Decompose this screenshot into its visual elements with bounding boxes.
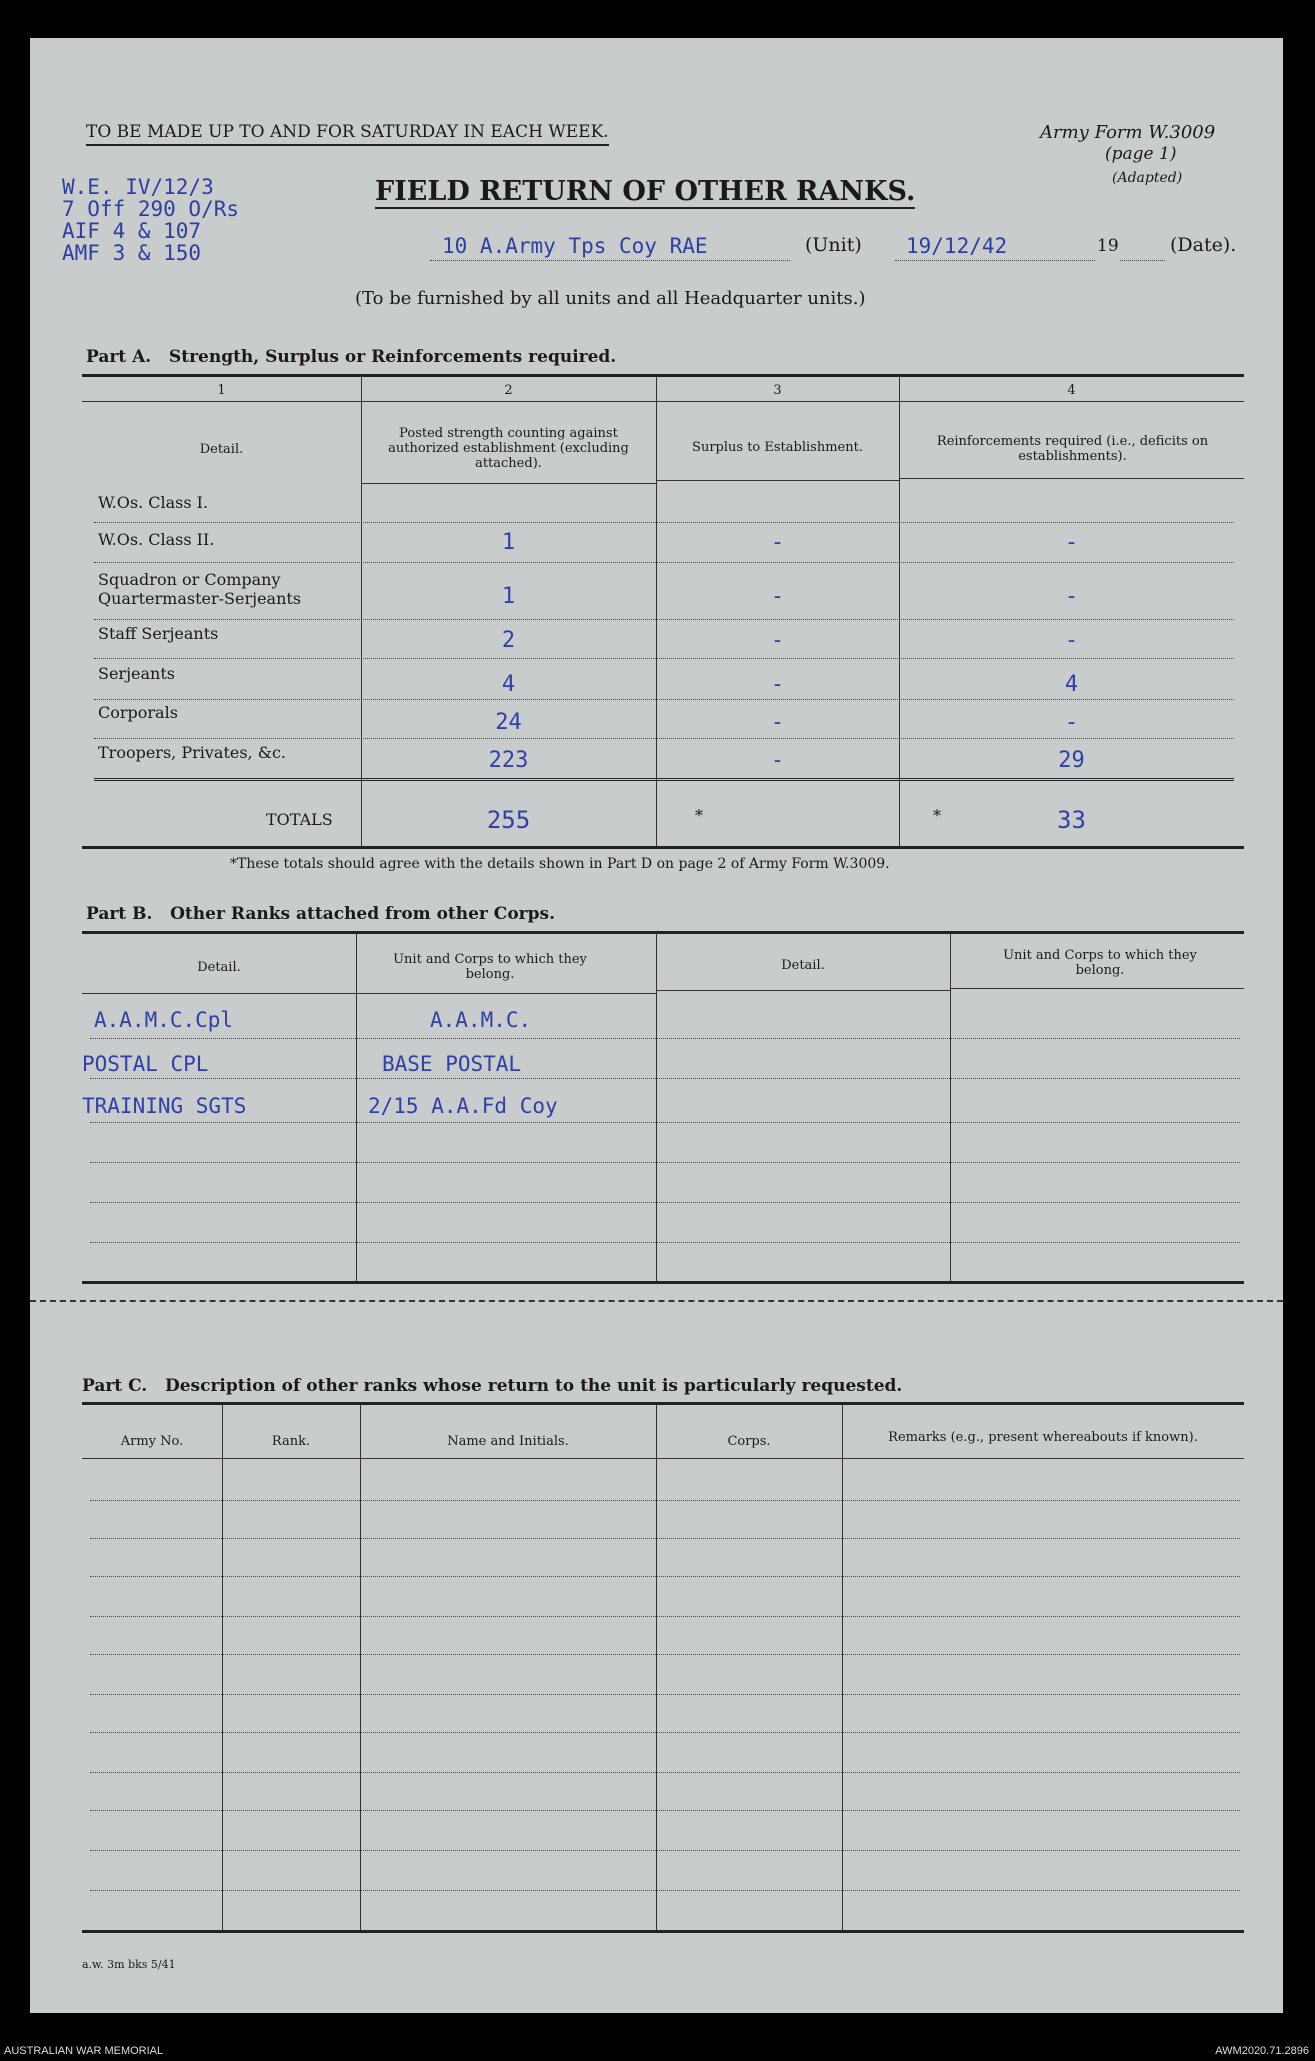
col-header-detail: Detail. [197,960,241,975]
reinf-value: 4 [1064,672,1079,697]
col-header-detail: Detail. [199,442,244,457]
reinf-value: - [1064,584,1079,609]
we-line: AMF 3 & 150 [62,241,202,265]
surplus-value: - [770,748,785,773]
weekly-instruction: TO BE MADE UP TO AND FOR SATURDAY IN EACH WEEK. [86,122,609,146]
col-number: 2 [504,383,513,398]
row-detail: Squadron or Company Quartermaster-Serjeants [98,570,302,608]
totals-surplus-mark: * [695,806,703,825]
col-number: 3 [773,383,782,398]
part-b-title: Part B. Other Ranks attached from other Corps. [86,904,556,924]
row-detail: Staff Serjeants [98,624,219,643]
reinf-value: 29 [1058,748,1085,773]
col-number: 4 [1067,383,1076,398]
we-stamp [62,176,239,264]
posted-value: 223 [488,748,529,773]
totals-reinf-mark: * [933,806,941,825]
reinf-value: - [1064,628,1079,653]
unit-label: (Unit) [805,234,862,256]
reinf-value: - [1064,530,1079,555]
posted-value: 24 [495,710,522,735]
we-line: W.E. IV/12/3 [62,175,214,199]
col-header-remarks: Remarks (e.g., present whereabouts if known). [888,1430,1198,1445]
totals-reinf: 33 [1057,806,1086,834]
totals-footnote: *These totals should agree with the details shown in Part D on page 2 of Army Form W.3009. [230,856,890,872]
row-detail: Serjeants [98,664,175,683]
form-page: (page 1) [1105,144,1177,164]
date-label: (Date). [1170,234,1237,256]
row-detail: W.Os. Class I. [98,493,209,512]
row-detail: W.Os. Class II. [98,530,215,549]
form-title: FIELD RETURN OF OTHER RANKS. [375,176,916,207]
col-number: 1 [217,383,226,398]
attached-detail: A.A.M.C.Cpl [94,1008,234,1032]
footer-accession: AWM2020.71.2896 [1215,2045,1309,2057]
row-detail: Corporals [98,703,178,722]
col-header-army-no: Army No. [120,1434,184,1449]
surplus-value: - [770,584,785,609]
we-line: 7 Off 290 O/Rs [62,197,240,221]
date-value: 19/12/42 [906,234,1008,258]
part-a-title: Part A. Strength, Surplus or Reinforcements required. [86,347,617,367]
posted-value: 4 [501,672,516,697]
row-detail: Troopers, Privates, &c. [98,743,287,762]
posted-value: 2 [501,628,516,653]
reinf-value: - [1064,710,1079,735]
totals-posted: 255 [486,806,531,834]
col-header-reinforcements: Reinforcements required (i.e., deficits on establishments). [936,434,1209,464]
attached-detail: POSTAL CPL [82,1052,209,1076]
surplus-value: - [770,530,785,555]
posted-value: 1 [501,530,516,555]
footer-institution: AUSTRALIAN WAR MEMORIAL [4,2045,164,2057]
surplus-value: - [770,628,785,653]
unit-value: 10 A.Army Tps Coy RAE [442,234,708,258]
attached-unit: A.A.M.C. [430,1008,532,1032]
attached-unit: 2/15 A.A.Fd Coy [368,1094,558,1118]
form-name: Army Form W.3009 [1040,122,1216,143]
col-header-name: Name and Initials. [447,1434,569,1449]
posted-value: 1 [501,584,516,609]
part-c-title: Part C. Description of other ranks whose return to the unit is particularly requested. [82,1376,903,1396]
col-header-detail: Detail. [781,958,825,973]
surplus-value: - [770,672,785,697]
col-header-unit: Unit and Corps to which they belong. [393,952,587,982]
col-header-rank: Rank. [271,1434,311,1449]
date-year: 19 [1097,236,1119,256]
form-sheet [30,38,1283,2013]
print-code: a.w. 3m bks 5/41 [82,1958,176,1971]
attached-detail: TRAINING SGTS [82,1094,247,1118]
col-header-corps: Corps. [727,1434,771,1449]
furnish-note: (To be furnished by all units and all Headquarter units.) [355,288,866,309]
attached-unit: BASE POSTAL [382,1052,522,1076]
col-header-posted: Posted strength counting against authorized establishment (excluding attached). [388,426,629,471]
totals-label: TOTALS [266,810,333,829]
col-header-surplus: Surplus to Establishment. [692,440,863,455]
col-header-unit: Unit and Corps to which they belong. [1003,948,1197,978]
we-line: AIF 4 & 107 [62,219,202,243]
surplus-value: - [770,710,785,735]
adapted-label: (Adapted) [1112,170,1183,186]
